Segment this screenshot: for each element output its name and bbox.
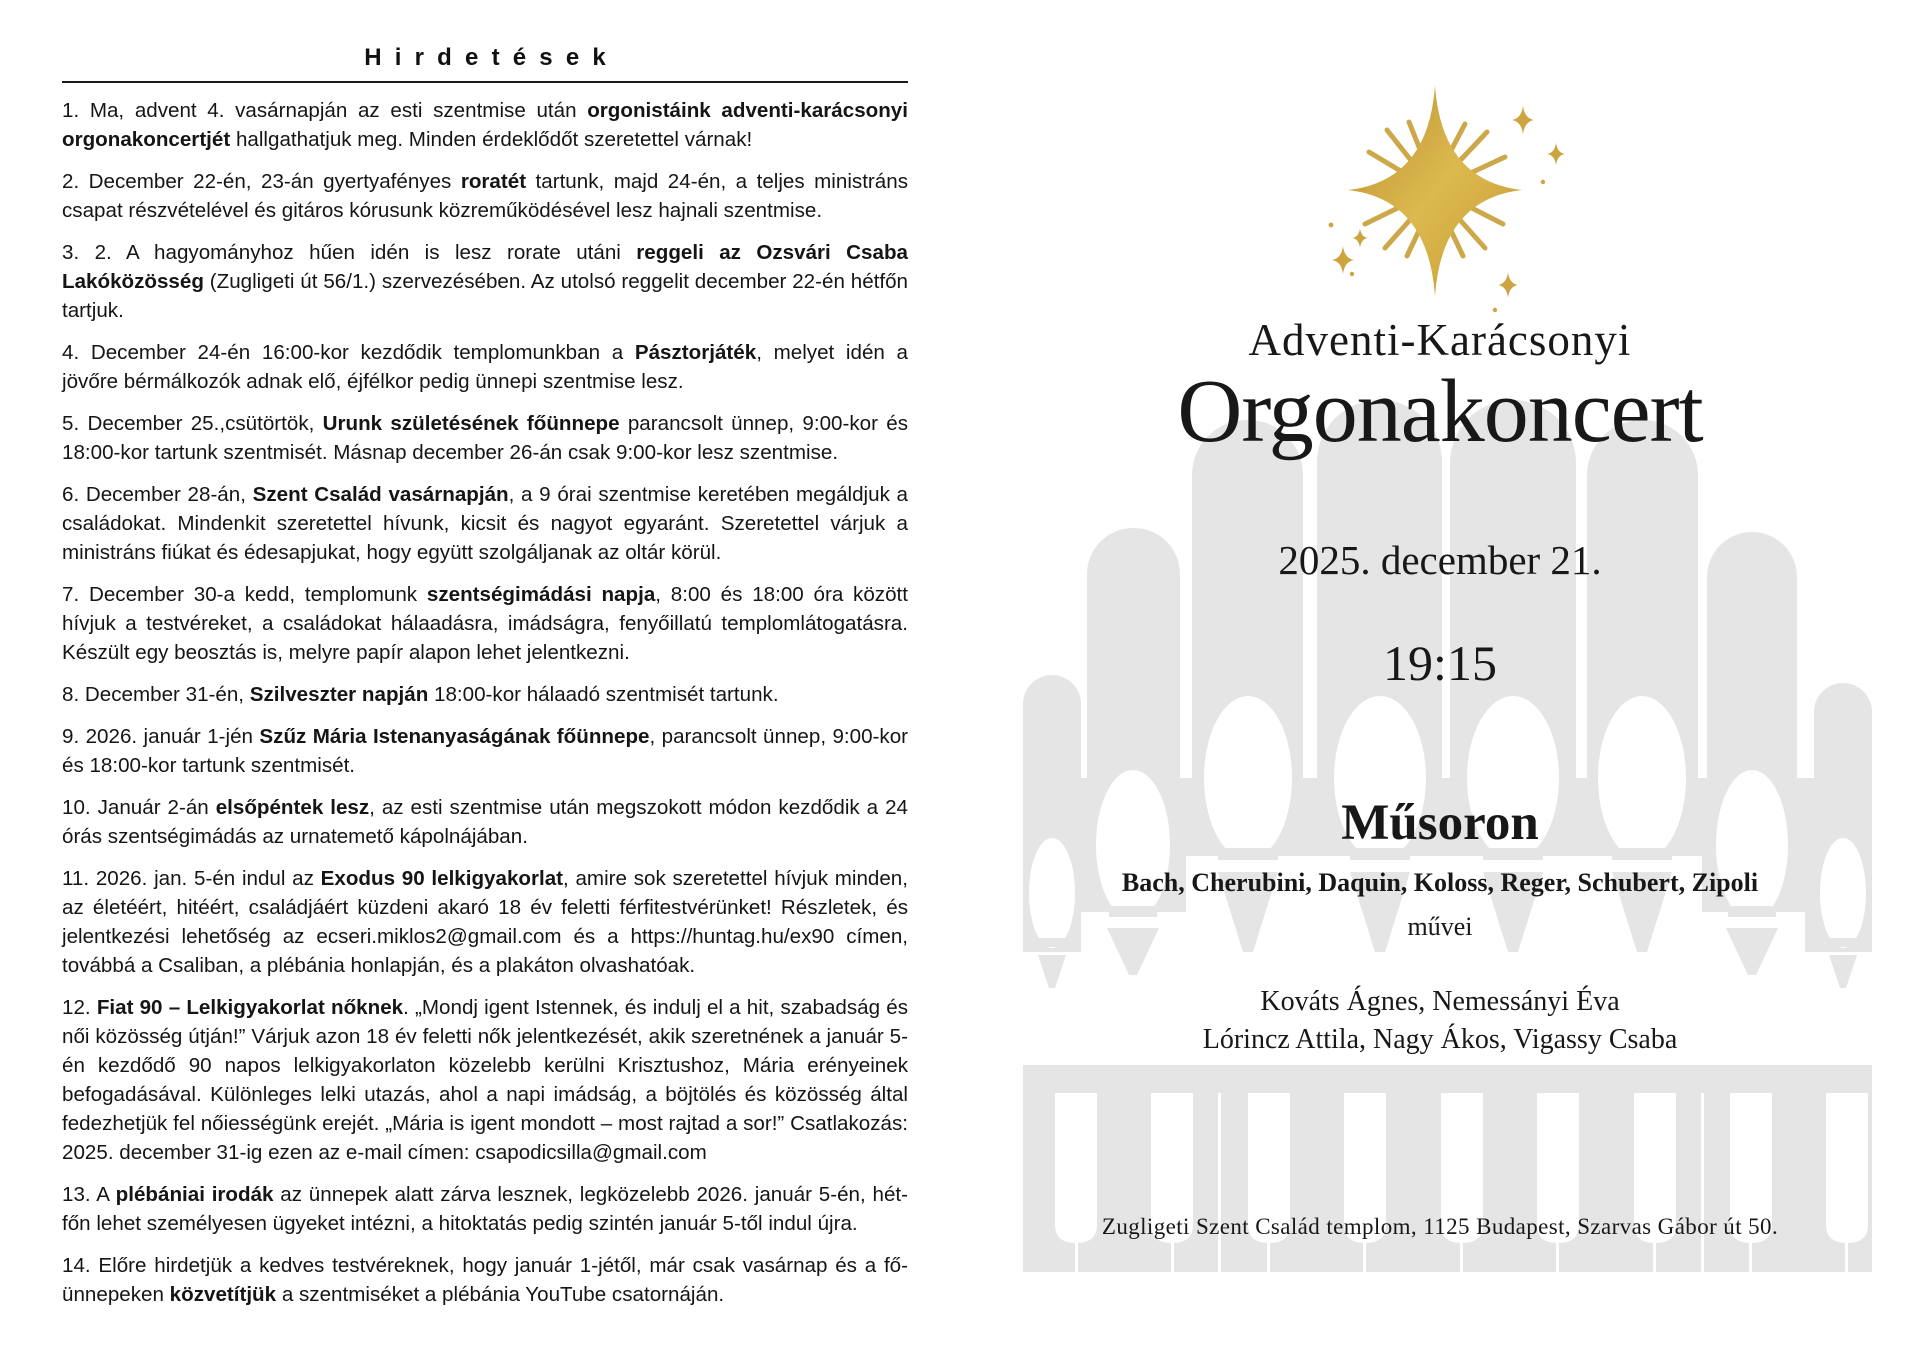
announcement-item: 11. 2026. jan. 5-én indul az Exodus 90 lelkigyakorlat, amire sok szeretettel hívjuk minden, az életéért, hitéért, családjáért küzdeni akaró 18 év feletti férfitestvérünket! Részletek, és jelentkezési lehetőség az ecseri.miklos2@gmail.com és a https://huntag.hu/ex90 címen, továbbá a Csaliban, a plébánia honlapján, és a plakáton olvashatóak. [62, 867, 908, 977]
poster-program-heading: Műsoron [1341, 795, 1539, 851]
poster-composers: Bach, Cherubini, Daquin, Koloss, Reger, Schubert, Zipoli [1121, 868, 1759, 897]
announcement-item: 5. December 25.,csütörtök, Urunk születésének főünnepe parancsolt ünnep, 9:00-kor és 18:00-kor tartunk szentmisét. Másnap december 26-án csak 9:00-kor lesz szentmise. [62, 412, 909, 464]
announcement-item: 7. December 30-a kedd, templomunk szentségimádási napja, 8:00 és 18:00 óra között hívjuk a testvéreket, a családokat hálaadásra, imádságra, fenyőillatú templomlátogatásra. Készült egy beosztás is, melyre papír alapon lehet jelentkezni. [62, 583, 909, 664]
announcement-item: 6. December 28-án, Szent Család vasárnapján, a 9 órai szentmise keretében megáldjuk a családokat. Mindenkit szeretettel hívunk, kicsit és nagyot egyaránt. Szeretettel várjuk a ministráns fiúkat és édesapjukat, hogy együtt szolgáljanak az oltár körül. [62, 483, 909, 564]
poster-performers-line: Kováts Ágnes, Nemessányi Éva [1260, 986, 1620, 1017]
announcement-item: 2. December 22-én, 23-án gyertyafényes roratét tartunk, majd 24-én, a teljes ministráns csapat részvételével és gitáros kórusunk közreműködésével lesz hajnali szentmise. [62, 170, 908, 222]
poster-time: 19:15 [1383, 635, 1497, 691]
announcement-item: 10. Január 2-án elsőpéntek lesz, az esti szentmise után megszokott módon kezdődik a 24 órás szentségimádás az urnatemető kápolnájában. [62, 796, 908, 848]
announcement-item: 14. Előre hirdetjük a kedves testvéreknek, hogy január 1-jétől, már csak vasárnap és a fő-ünnepeken közvetítjük a szentmiséket a plébánia YouTube csatornáján. [62, 1254, 908, 1306]
poster-subtitle: Adventi-Karácsonyi [1248, 315, 1632, 365]
poster-date: 2025. december 21. [1278, 537, 1602, 583]
announcements-title: Hirdetések [364, 44, 619, 71]
announcement-item: 9. 2026. január 1-jén Szűz Mária Istenanyaságának főünnepe, parancsolt ünnep, 9:00-kor és 18:00-kor tartunk szentmisét. [62, 725, 909, 777]
announcement-item: 1. Ma, advent 4. vasárnapján az esti szentmise után orgonistáink adventi-karácsonyi orgonakoncertjét hallgathatjuk meg. Minden érdeklődőt szeretettel várnak! [62, 99, 908, 151]
announcements-list [62, 96, 908, 1309]
announcement-item: 8. December 31-én, Szilveszter napján 18:00-kor hálaadó szentmisét tartunk. [62, 683, 779, 706]
title-underline [62, 81, 908, 83]
announcement-item: 3. 2. A hagyományhoz hűen idén is lesz rorate utáni reggeli az Ozsvári Csaba Lakóközösség (Zugligeti út 56/1.) szervezésében. Az utolsó reggelit december 22-én hétfőn tartjuk. [62, 241, 908, 322]
concert-poster [960, 0, 1920, 1356]
announcements-column [62, 44, 908, 1309]
announcement-item: 4. December 24-én 16:00-kor kezdődik templomunkban a Pásztorjáték, melyet idén a jövőre bérmálkozók adnak elő, éjfélkor pedig ünnepi szentmise lesz. [62, 341, 909, 393]
announcement-item: 13. A plébániai irodák az ünnepek alatt zárva lesznek, legközelebb 2026. január 5-én, hét-főn lehet személyesen ügyeket intézni, a hitoktatás pedig szintén január 5-től indul újra. [62, 1183, 908, 1235]
poster-venue: Zugligeti Szent Család templom, 1125 Budapest, Szarvas Gábor út 50. [1101, 1214, 1779, 1239]
poster-title: Orgonakoncert [1177, 362, 1703, 461]
bethlehem-star-icon [1329, 86, 1565, 312]
poster-works-suffix: művei [1407, 912, 1473, 941]
poster-performers-line: Lórincz Attila, Nagy Ákos, Vigassy Csaba [1202, 1024, 1678, 1055]
announcement-item: 12. Fiat 90 – Lelkigyakorlat nőknek. „Mondj igent Istennek, és indulj el a hit, szabadság és női közösség útján!” Várjuk azon 18 év feletti nők jelentkezését, akik szeretnének a január 5-én kezdődő 90 napos lelkigyakorlaton közelebb kerülni Krisztushoz, Mária erényeinek befogadásával. Különleges lelki utazás, ahol a napi imádság, a böjtölés és közösség által fedezhetjük fel nőiességünk erejét. „Mária is igent mondott – most rajtad a sor!” Csatlakozás: 2025. december 31-ig ezen az e-mail címen: csapodicsilla@gmail.com [62, 996, 909, 1164]
